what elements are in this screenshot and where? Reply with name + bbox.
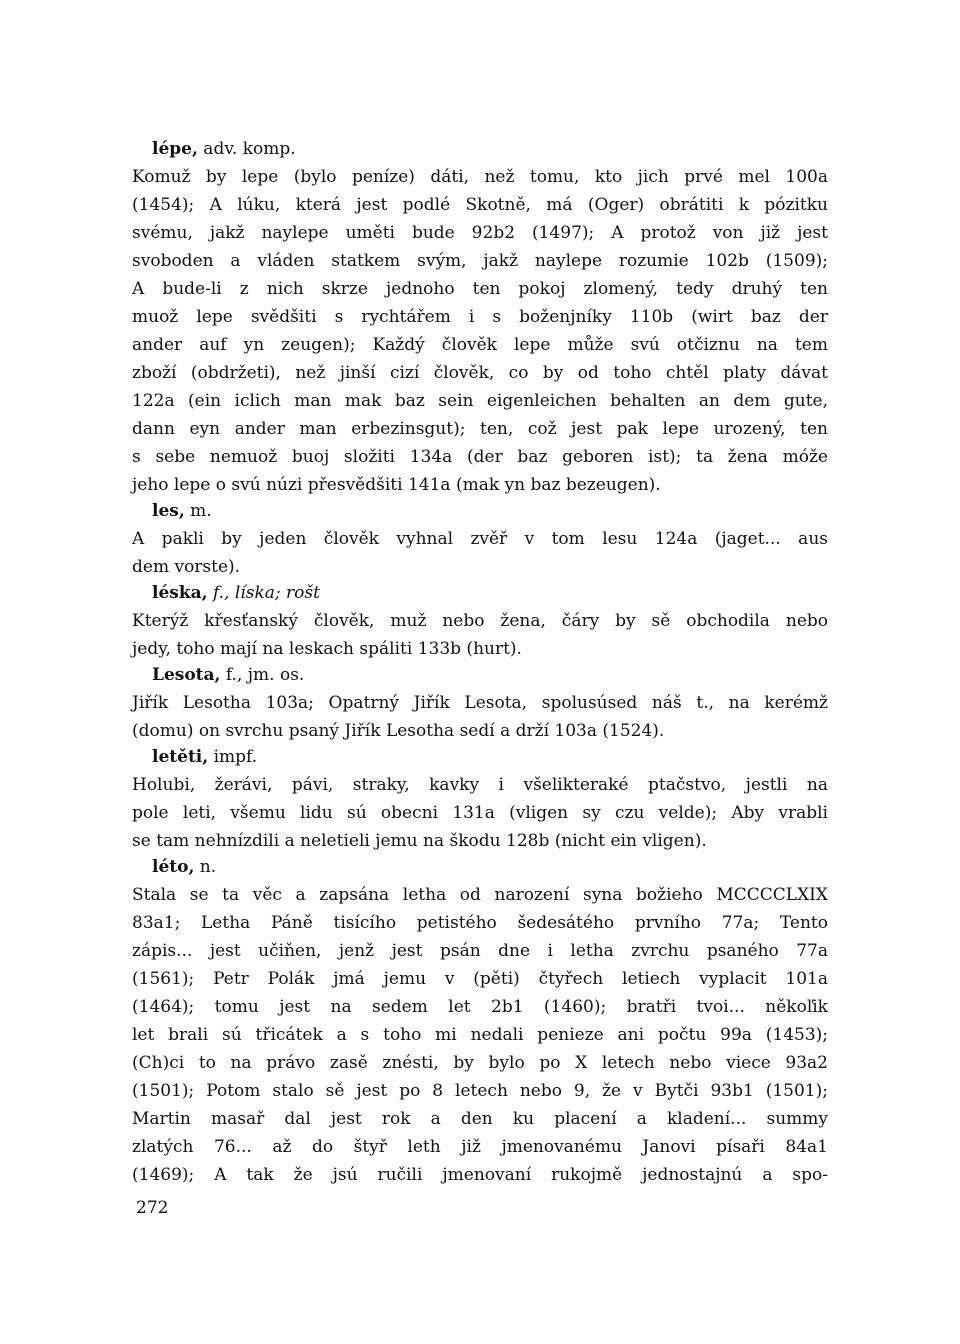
text-line: ander auf yn zeugen); Každý člověk lepe může svú otčiznu na tem xyxy=(132,335,828,355)
lemma: les, xyxy=(152,501,185,521)
entry-headword xyxy=(152,500,212,522)
grammar-note: n. xyxy=(194,857,217,877)
text-line: Kterýž křesťanský člověk, muž nebo žena, čáry by sě obchodila nebo xyxy=(132,611,828,631)
text-line: (1454); A lúku, která jest podlé Skotně, má (Oger) obrátiti k pózitku xyxy=(132,195,828,215)
text-line: (1469); A tak že jsú ručili jmenovaní rukojmě jednostajnú a spo- xyxy=(132,1165,828,1185)
text-line: (Ch)ci to na právo zasě znésti, by bylo po X letech nebo viece 93a2 xyxy=(132,1053,828,1073)
text-line: Martin masař dal jest rok a den ku placení a kladení... summy xyxy=(132,1109,828,1129)
text-line: 122a (ein iclich man mak baz sein eigenleichen behalten an dem gute, xyxy=(132,391,828,411)
lemma: lépe, xyxy=(152,139,198,159)
page-number: 272 xyxy=(136,1198,169,1218)
text-line: s sebe nemuož buoj složiti 134a (der baz geboren ist); ta žena móže xyxy=(132,447,828,467)
text-line: svoboden a vláden statkem svým, jakž naylepe rozumie 102b (1509); xyxy=(132,251,828,271)
text-line: dann eyn ander man erbezinsgut); ten, což jest pak lepe urozený, ten xyxy=(132,419,828,439)
text-line: let brali sú třicátek a s toho mi nedali penieze ani počtu 99a (1453); xyxy=(132,1025,828,1045)
text-line: (1464); tomu jest na sedem let 2b1 (1460); bratři tvoi... někoľik xyxy=(132,997,828,1017)
text-line: (1561); Petr Polák jmá jemu v (pěti) čtyřech letiech vyplacit 101a xyxy=(132,969,828,989)
text-line: jeho lepe o svú núzi přesvědšiti 141a (mak yn baz bezeugen). xyxy=(132,475,661,495)
text-line: Komuž by lepe (bylo peníze) dáti, než tomu, kto jich prvé mel 100a xyxy=(132,167,828,187)
text-line: muož lepe svědšiti s rychtářem i s boženjníky 110b (wirt baz der xyxy=(132,307,828,327)
text-line: A bude-li z nich skrze jednoho ten pokoj zlomený, tedy druhý ten xyxy=(132,279,828,299)
text-line: pole leti, všemu lidu sú obecni 131a (vligen sy czu velde); Aby vrabli xyxy=(132,803,828,823)
lemma: Lesota, xyxy=(152,665,221,685)
text-line: Holubi, žerávi, pávi, straky, kavky i všelikteraké ptačstvo, jestli na xyxy=(132,775,828,795)
text-line: jedy, toho mají na leskach spáliti 133b (hurt). xyxy=(132,639,522,659)
lemma: letěti, xyxy=(152,747,209,767)
entry-headword xyxy=(152,582,320,604)
grammar-note: f., líska; rošt xyxy=(207,583,320,603)
text-line: zlatých 76... až do štyř leth již jmenovanému Janovi písaři 84a1 xyxy=(132,1137,828,1157)
text-line: Stala se ta věc a zapsána letha od narození syna božieho MCCCCLXIX xyxy=(132,885,828,905)
text-line: svému, jakž naylepe uměti bude 92b2 (1497); A protož von již jest xyxy=(132,223,828,243)
text-line: se tam nehnízdili a neletieli jemu na škodu 128b (nicht ein vligen). xyxy=(132,831,707,851)
grammar-note: impf. xyxy=(208,747,258,767)
grammar-note: adv. komp. xyxy=(197,139,296,159)
text-line: zboží (obdržeti), než jinší cizí člověk, co by od toho chtěl platy dávat xyxy=(132,363,828,383)
lemma: léto, xyxy=(152,857,195,877)
entry-headword xyxy=(152,664,304,686)
entry-headword xyxy=(152,856,216,878)
text-line: Jiřík Lesotha 103a; Opatrný Jiřík Lesota, spolusúsed náš t., na kerémž xyxy=(132,693,828,713)
text-line: dem vorste). xyxy=(132,557,241,577)
grammar-note: f., jm. os. xyxy=(220,665,305,685)
entry-headword xyxy=(152,138,296,160)
text-line: A pakli by jeden člověk vyhnal zvěř v tom lesu 124a (jaget... aus xyxy=(132,529,828,549)
text-line: (domu) on svrchu psaný Jiřík Lesotha sedí a drží 103a (1524). xyxy=(132,721,665,741)
text-line: (1501); Potom stalo sě jest po 8 letech nebo 9, že v Bytči 93b1 (1501); xyxy=(132,1081,828,1101)
text-line: zápis... jest učiňen, jenž jest psán dne i letha zvrchu psaného 77a xyxy=(132,941,828,961)
entry-headword xyxy=(152,746,257,768)
grammar-note: m. xyxy=(184,501,212,521)
text-line: 83a1; Letha Páně tisícího petistého šedesátého prvního 77a; Tento xyxy=(132,913,828,933)
lemma: léska, xyxy=(152,583,208,603)
